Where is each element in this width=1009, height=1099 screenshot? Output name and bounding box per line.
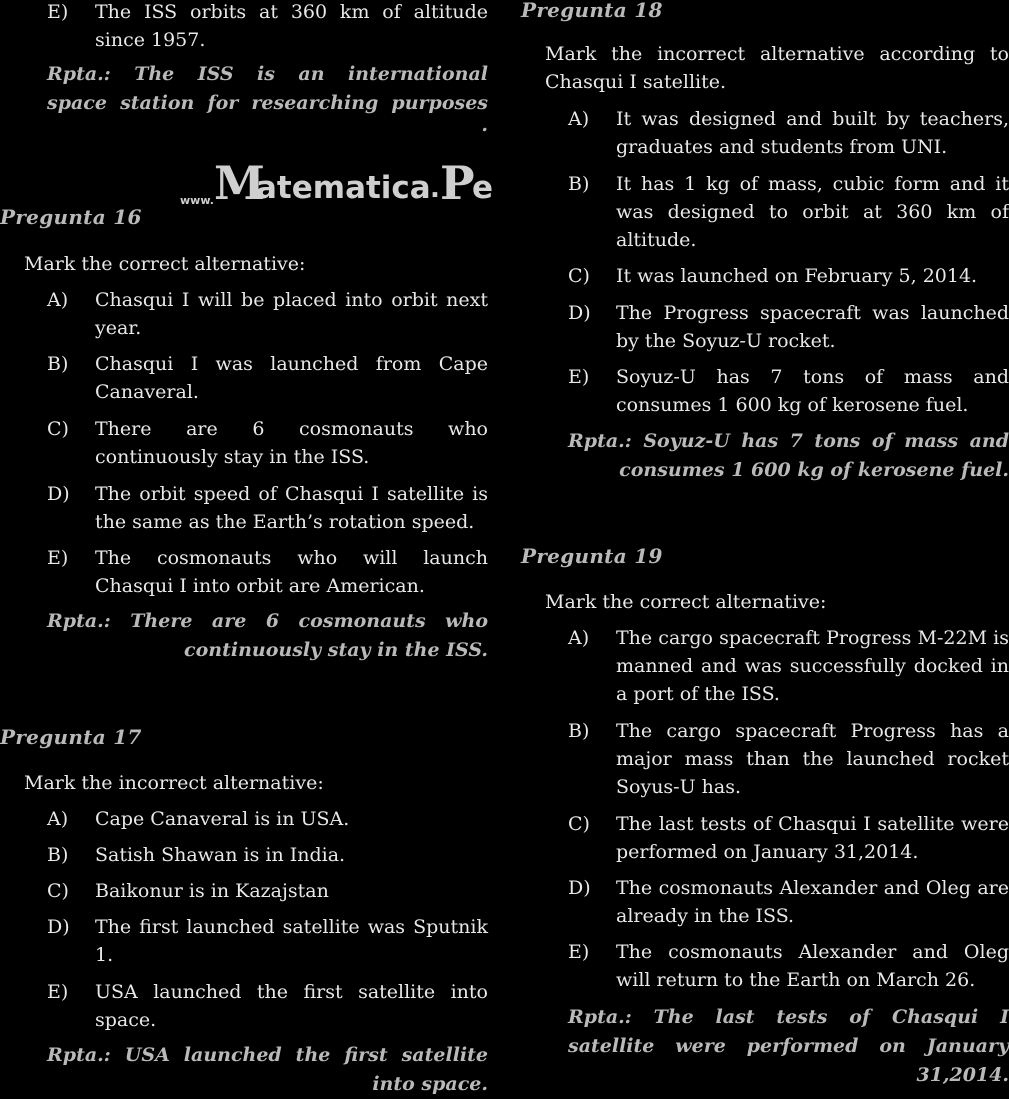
q18-heading: Pregunta 18 xyxy=(521,0,663,22)
q16-option-d[interactable]: D) The orbit speed of Chasqui I satellite is the same as the Earth’s rotation speed. xyxy=(47,483,488,533)
q18-option-d[interactable]: D) The Progress spacecraft was launched by the Soyuz-U rocket. xyxy=(568,302,1009,352)
q17-answer: Rpta.: USA launched the first satellite into space. xyxy=(47,1044,488,1095)
q17-option-b[interactable]: B) Satish Shawan is in India. xyxy=(47,844,346,866)
q19-stem: Mark the correct alternative: xyxy=(545,591,827,613)
q17-option-c[interactable]: C) Baikonur is in Kazajstan xyxy=(47,880,329,902)
q19-option-b[interactable]: B) The cargo spacecraft Progress has a major mass than the launched rocket Soyus-U has. xyxy=(568,720,1009,798)
q18-option-e[interactable]: E) Soyuz-U has 7 tons of mass and consumes 1 600 kg of kerosene fuel. xyxy=(568,366,1009,416)
q18-option-a[interactable]: A) It was designed and built by teachers, graduates and students from UNI. xyxy=(568,108,1009,158)
q17-option-a[interactable]: A) Cape Canaveral is in USA. xyxy=(47,808,350,830)
q17-heading: Pregunta 17 xyxy=(0,725,142,749)
q19-option-d[interactable]: D) The cosmonauts Alexander and Oleg are already in the ISS. xyxy=(568,877,1009,927)
q18-option-b[interactable]: B) It has 1 kg of mass, cubic form and it was designed to orbit at 360 km of altitude. xyxy=(568,173,1009,251)
q16-option-c[interactable]: C) There are 6 cosmonauts who continuously stay in the ISS. xyxy=(47,418,488,468)
q16-option-a[interactable]: A) Chasqui I will be placed into orbit next year. xyxy=(47,289,488,339)
q18-stem: Mark the incorrect alternative according to Chasqui I satellite. xyxy=(545,43,1009,93)
q16-stem: Mark the correct alternative: xyxy=(24,253,306,275)
q19-heading: Pregunta 19 xyxy=(521,544,663,568)
q17-stem: Mark the incorrect alternative: xyxy=(24,772,324,794)
q18-answer: Rpta.: Soyuz-U has 7 tons of mass and consumes 1 600 kg of kerosene fuel. xyxy=(568,430,1009,481)
q16-answer: Rpta.: There are 6 cosmonauts who continuously stay in the ISS. xyxy=(47,610,488,661)
q16-option-b[interactable]: B) Chasqui I was launched from Cape Canaveral. xyxy=(47,353,488,403)
q17-option-d[interactable]: D) The first launched satellite was Sputnik 1. xyxy=(47,916,488,966)
q19-option-c[interactable]: C) The last tests of Chasqui I satellite were performed on January 31,2014. xyxy=(568,813,1009,863)
q16-option-e[interactable]: E) The cosmonauts who will launch Chasqui I into orbit are American. xyxy=(47,547,488,597)
q19-option-e[interactable]: E) The cosmonauts Alexander and Oleg will return to the Earth on March 26. xyxy=(568,941,1009,991)
q19-option-a[interactable]: A) The cargo spacecraft Progress M-22M is manned and was successfully docked in a port of the ISS. xyxy=(568,627,1009,705)
matematica-pe-logo: www. M atematica . P e xyxy=(180,156,494,210)
prev-answer: Rpta.: The ISS is an international space station for researching purposes . xyxy=(47,63,488,136)
q18-option-c[interactable]: C) It was launched on February 5, 2014. xyxy=(568,265,978,287)
q17-option-e[interactable]: E) USA launched the first satellite into space. xyxy=(47,981,488,1031)
q16-heading: Pregunta 16 xyxy=(0,205,142,229)
q19-answer: Rpta.: The last tests of Chasqui I satellite were performed on January 31,2014. xyxy=(568,1006,1009,1086)
